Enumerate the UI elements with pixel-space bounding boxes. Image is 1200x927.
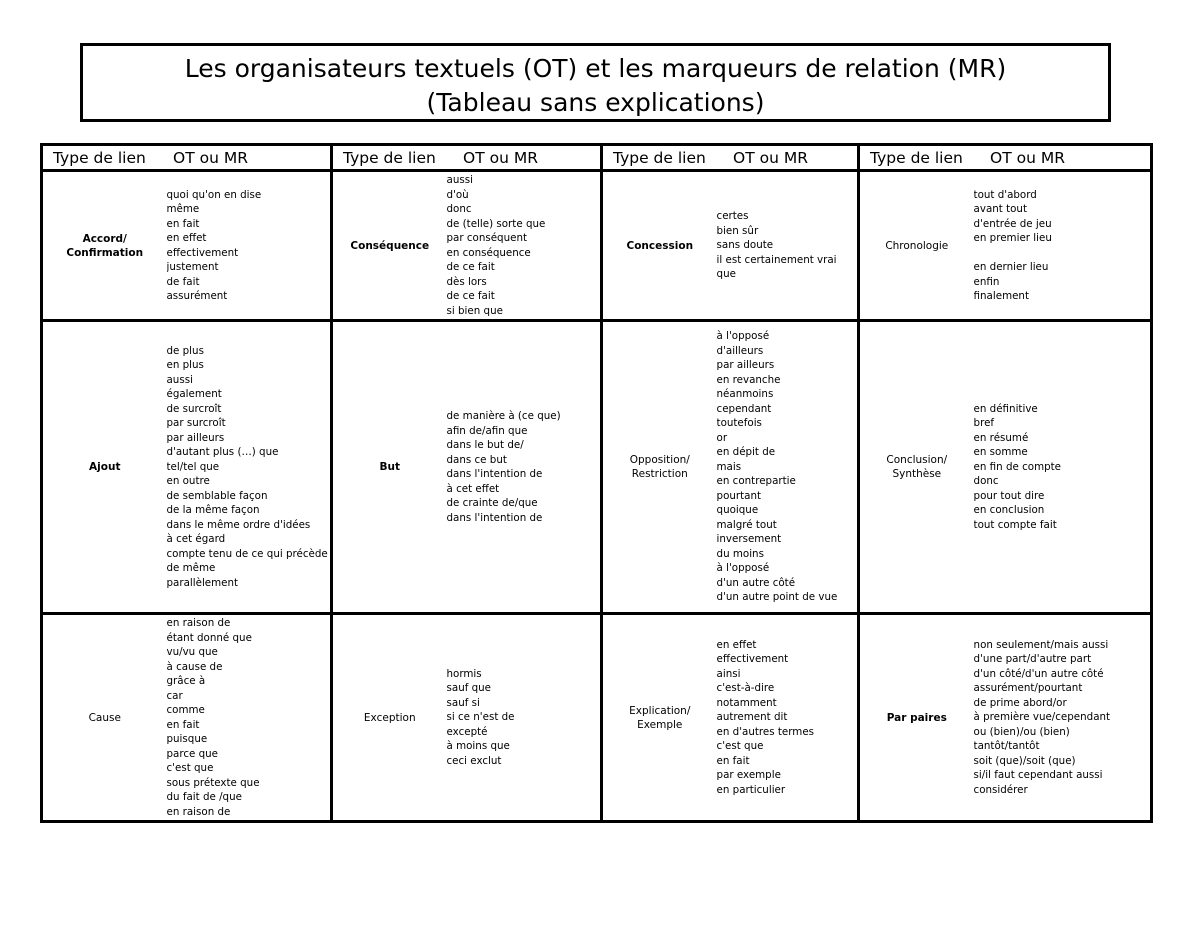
connector-item: par surcroît [166, 417, 226, 430]
connector-item: donc [973, 475, 999, 488]
connector-item: cependant [716, 402, 772, 415]
table-row [42, 171, 1152, 321]
connector-item: excepté [446, 725, 488, 738]
connector-item: de même [166, 562, 216, 575]
page-subtitle: (Tableau sans explications) [426, 88, 765, 117]
connector-item: dans ce but [446, 453, 507, 466]
connector-item: de semblable façon [166, 489, 268, 502]
connector-item: bien sûr [716, 224, 759, 237]
connector-item: sous prétexte que [166, 776, 260, 789]
connector-list [974, 638, 1149, 798]
connector-item: pourtant [716, 489, 762, 502]
connector-item: d'ailleurs [716, 344, 764, 357]
connector-item: en effet [716, 638, 757, 651]
connector-item: en fait [166, 718, 200, 731]
connector-item: si/il faut cependant aussi [973, 769, 1103, 782]
header-group [602, 145, 859, 171]
connector-item: en revanche [716, 373, 781, 386]
connector-item: en résumé [973, 431, 1029, 444]
connector-item: d'entrée de jeu [973, 217, 1052, 230]
link-type-cell: Cause [42, 614, 167, 822]
connector-item: de la même façon [166, 504, 260, 517]
connector-item: par ailleurs [166, 431, 225, 444]
header-group [859, 145, 1152, 171]
connector-item: de ce fait [446, 290, 495, 302]
connectors-table [40, 143, 1153, 823]
connector-item: également [166, 388, 222, 401]
connector-list-cell [447, 171, 602, 321]
connector-item: c'est que [166, 762, 214, 774]
connector-item: par conséquent [446, 232, 528, 244]
connector-list [447, 667, 599, 769]
connector-item: puisque [166, 733, 208, 745]
link-type-cell: Opposition/ Restriction [602, 321, 717, 614]
connector-item: en dernier lieu [973, 261, 1049, 273]
link-type-cell: Concession [602, 171, 717, 321]
header-group [42, 145, 332, 171]
connector-item: sauf que [446, 682, 492, 695]
connector-item: afin de/afin que [446, 424, 528, 437]
connector-item: d'un côté/d'un autre côté [973, 667, 1104, 680]
connector-item: non seulement/mais aussi [973, 638, 1109, 651]
link-type-cell: But [332, 321, 447, 614]
connector-item: à première vue/cependant [973, 711, 1111, 724]
connector-item: en fait [166, 217, 200, 230]
connector-list-cell [167, 171, 332, 321]
connector-item: inversement [716, 533, 782, 546]
connector-item: or [716, 431, 728, 444]
connector-item: d'un autre point de vue [716, 591, 838, 604]
connector-item: pour tout dire [973, 489, 1045, 502]
connector-item: à l'opposé [716, 330, 770, 343]
connector-item: aussi [166, 373, 193, 386]
header-ot-label: OT ou MR [173, 148, 248, 167]
connector-list [167, 616, 329, 819]
connector-list-cell [447, 614, 602, 822]
connector-item: parce que [166, 747, 219, 760]
header-row [42, 145, 1152, 171]
connector-item: d'une part/d'autre part [973, 653, 1092, 666]
connector-item: en premier lieu [973, 232, 1052, 244]
connector-item: ainsi [716, 667, 741, 680]
connector-item: à cet effet [446, 482, 500, 495]
connector-item: en fin de compte [973, 460, 1062, 473]
connector-item: de ce fait [446, 261, 495, 273]
page-title: Les organisateurs textuels (OT) et les marqueurs de relation (MR) [184, 54, 1007, 83]
link-type-cell: Conclusion/ Synthèse [859, 321, 974, 614]
connector-item: car [166, 689, 183, 702]
connector-item: autrement dit [716, 711, 788, 724]
connector-item: en définitive [973, 402, 1038, 415]
connector-item: en d'autres termes [716, 725, 815, 738]
connector-item: dans l'intention de [446, 468, 543, 480]
connector-item: en plus [166, 359, 204, 372]
connector-item: en somme [973, 446, 1028, 459]
connector-item: à moins que [446, 740, 510, 753]
connector-list [447, 173, 599, 318]
connector-item: d'où [446, 188, 469, 201]
connector-item: quoique [716, 504, 759, 517]
connector-list [717, 209, 856, 282]
connector-item: de fait [166, 275, 200, 288]
connector-item: assurément [166, 290, 228, 302]
connector-list [974, 188, 1149, 304]
connector-item: dans le but de/ [446, 439, 524, 451]
connector-item: aussi [446, 174, 473, 186]
connector-item: si ce n'est de [446, 711, 515, 724]
link-type-cell: Conséquence [332, 171, 447, 321]
connector-list [167, 188, 329, 304]
connector-item: du fait de /que [166, 791, 242, 803]
title-box [80, 43, 1111, 122]
connector-list-cell [717, 614, 859, 822]
connector-item: de prime abord/or [973, 696, 1067, 709]
connector-item: de plus [166, 344, 204, 357]
connector-item: sauf si [446, 696, 480, 709]
connector-item: enfin [973, 275, 1000, 288]
connector-item: du moins [716, 547, 764, 560]
connector-item: donc [446, 203, 472, 215]
connector-list-cell [974, 321, 1152, 614]
connector-item: justement [166, 261, 219, 273]
table-row [42, 614, 1152, 822]
connector-item: d'un autre côté [716, 576, 796, 589]
connector-item: mais [716, 460, 742, 473]
connector-item: notamment [716, 696, 777, 709]
connector-item: hormis [446, 667, 482, 680]
connector-list [167, 344, 329, 591]
connector-item: en effet [166, 232, 207, 244]
connector-item: en conséquence [446, 246, 531, 259]
connector-item: compte tenu de ce qui précède [166, 547, 328, 560]
connector-item: finalement [973, 290, 1029, 302]
connector-item: d'autant plus (…) que [166, 446, 279, 459]
connector-item: de (telle) sorte que [446, 217, 546, 230]
header-ot-label: OT ou MR [990, 148, 1066, 167]
connector-item: considérer [973, 783, 1028, 796]
connector-item: de crainte de/que [446, 497, 538, 509]
connector-item: tel/tel que [166, 460, 220, 473]
connector-item: en fait [716, 754, 750, 767]
connector-list-cell [717, 321, 859, 614]
connector-item: avant tout [973, 203, 1027, 215]
connector-list [974, 402, 1149, 533]
header-ot-label: OT ou MR [733, 148, 809, 167]
connector-item: en outre [166, 475, 210, 488]
header-type-label: Type de lien [53, 148, 146, 167]
header-ot-label: OT ou MR [463, 148, 538, 167]
connector-item: en conclusion [973, 504, 1045, 517]
connector-item: sans doute [716, 239, 774, 252]
connector-item: en dépit de [716, 446, 776, 459]
link-type-cell: Accord/ Confirmation [42, 171, 167, 321]
connector-item: dans l'intention de [446, 511, 543, 524]
header-type-label: Type de lien [870, 148, 963, 167]
connector-item: étant donné que [166, 631, 252, 644]
connector-item: par exemple [716, 769, 781, 782]
connector-item: ceci exclut [446, 754, 502, 767]
connector-item: par ailleurs [716, 359, 775, 372]
connector-item: dès lors [446, 275, 487, 288]
connector-item: assurément/pourtant [973, 682, 1083, 695]
connector-item: à cet égard [166, 533, 226, 546]
connector-list [717, 638, 856, 798]
connector-item: en contrepartie [716, 475, 796, 488]
connector-list [717, 329, 856, 605]
connector-list-cell [974, 614, 1152, 822]
connector-list-cell [717, 171, 859, 321]
connector-item: c'est que [716, 740, 764, 753]
connector-item: tout d'abord [973, 188, 1037, 201]
connector-item: à cause de [166, 660, 223, 673]
connector-item: néanmoins [716, 388, 774, 401]
connector-item: vu/vu que [166, 646, 218, 658]
connector-item: à l'opposé [716, 562, 770, 575]
connector-item: toutefois [716, 417, 762, 430]
connector-item: en particulier [716, 783, 786, 796]
connector-item: en raison de [166, 617, 231, 629]
list-spacer [974, 246, 1149, 261]
connector-list-cell [974, 171, 1152, 321]
connector-list-cell [167, 614, 332, 822]
connector-item: tantôt/tantôt [973, 740, 1040, 753]
link-type-cell: Par paires [859, 614, 974, 822]
header-type-label: Type de lien [613, 148, 706, 167]
connector-item: si bien que [446, 304, 503, 317]
connector-list-cell [167, 321, 332, 614]
link-type-cell: Chronologie [859, 171, 974, 321]
connector-item: effectivement [166, 246, 239, 259]
connector-item: de manière à (ce que) [446, 410, 561, 422]
connector-item: il est certainement vrai que [716, 253, 837, 281]
connector-item: malgré tout [716, 518, 777, 531]
connector-item: en raison de [166, 805, 231, 818]
connector-item: soit (que)/soit (que) [973, 754, 1076, 767]
link-type-cell: Ajout [42, 321, 167, 614]
connector-item: comme [166, 704, 205, 716]
connector-item: bref [973, 417, 995, 430]
header-group [332, 145, 602, 171]
connector-item: même [166, 203, 200, 215]
connector-item: quoi qu'on en dise [166, 188, 262, 201]
table-row [42, 321, 1152, 614]
connector-item: tout compte fait [973, 518, 1057, 531]
connector-item: ou (bien)/ou (bien) [973, 725, 1070, 738]
connector-item: de surcroît [166, 402, 222, 415]
link-type-cell: Exception [332, 614, 447, 822]
connector-item: effectivement [716, 653, 789, 666]
connector-item: dans le même ordre d'idées [166, 518, 311, 531]
connector-item: c'est-à-dire [716, 682, 775, 695]
connector-list-cell [447, 321, 602, 614]
connector-item: parallèlement [166, 576, 239, 589]
header-type-label: Type de lien [343, 148, 436, 167]
connector-list [447, 409, 599, 525]
link-type-cell: Explication/ Exemple [602, 614, 717, 822]
connector-item: grâce à [166, 675, 206, 687]
connector-item: certes [716, 210, 749, 223]
